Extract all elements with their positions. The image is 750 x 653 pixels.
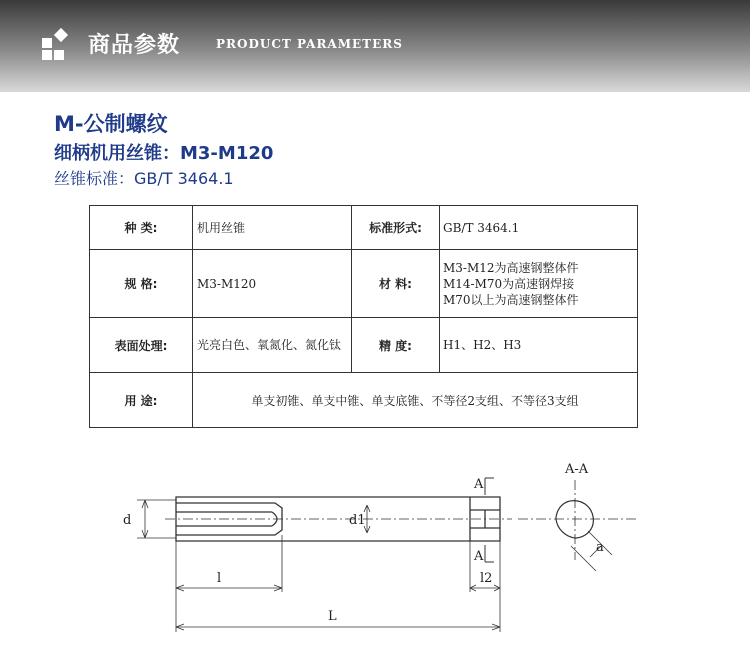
label-l2: l2 (480, 571, 493, 586)
dimension-L (176, 541, 500, 632)
cell-label-surface: 表面处理: (90, 318, 193, 373)
label-l: l (217, 571, 222, 586)
cell-label-standard: 标准形式: (352, 206, 440, 250)
cross-section (518, 480, 638, 560)
cell-label-precision: 精 度: (352, 318, 440, 373)
tap-technical-drawing (0, 440, 750, 653)
label-section-bottom: A (474, 549, 484, 564)
tap-body (165, 497, 512, 541)
cell-label-usage: 用 途: (90, 373, 193, 428)
label-d: d (123, 513, 132, 528)
table-row (90, 373, 638, 428)
cell-value-standard: GB/T 3464.1 (440, 206, 638, 250)
product-heading: M-公制螺纹 (54, 112, 168, 136)
product-subheading: 细柄机用丝锥：M3-M120 (54, 143, 274, 164)
cell-label-material: 材 料: (352, 250, 440, 318)
logo-squares-icon (40, 24, 80, 64)
cell-value-surface: 光亮白色、氧氮化、氮化钛 (193, 318, 352, 373)
label-section-view: A-A (565, 462, 589, 477)
cell-label-type: 种 类: (90, 206, 193, 250)
cell-value-usage: 单支初锥、单支中锥、单支底锥、不等径2支组、不等径3支组 (193, 373, 638, 428)
cell-value-material (440, 250, 638, 318)
label-d1: d1 (349, 513, 366, 528)
dimension-l (176, 535, 282, 632)
dimension-a (571, 531, 612, 571)
material-line: M3-M12为高速钢整体件 (443, 260, 579, 275)
parameter-table (89, 205, 638, 428)
table-row (90, 250, 638, 318)
cell-value-spec: M3-M120 (193, 250, 352, 318)
product-standard: 丝锥标准：GB/T 3464.1 (54, 169, 234, 188)
table-row (90, 206, 638, 250)
cell-value-precision: H1、H2、H3 (440, 318, 638, 373)
banner-subtitle: PRODUCT PARAMETERS (216, 37, 403, 51)
section-marker (485, 478, 494, 562)
section-banner (0, 0, 750, 92)
label-L: L (328, 609, 337, 624)
cell-value-type: 机用丝锥 (193, 206, 352, 250)
label-section-top: A (474, 477, 484, 492)
table-row (90, 318, 638, 373)
cell-label-spec: 规 格: (90, 250, 193, 318)
material-line: M70以上为高速钢整体件 (443, 292, 579, 307)
label-a: a (596, 540, 604, 555)
material-line: M14-M70为高速钢焊接 (443, 276, 575, 291)
banner-title: 商品参数 (88, 33, 181, 58)
